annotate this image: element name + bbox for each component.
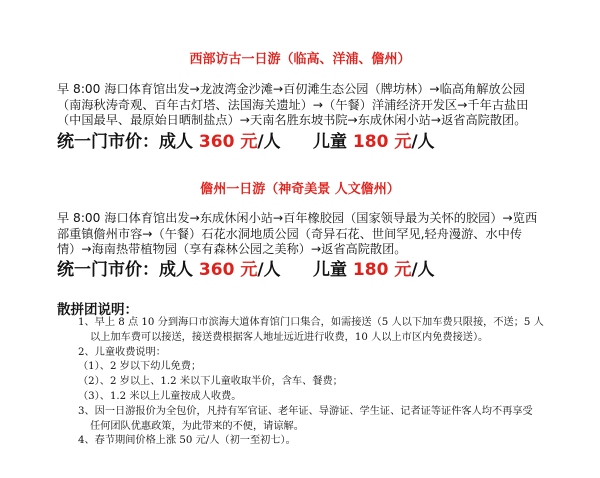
child-label: 儿童 — [313, 132, 347, 152]
adult-price: 360 元 — [198, 260, 258, 280]
tour2-route-line: 部重镇儋州市容→（午餐）石花水洞地质公园（奇异石花、世间罕见,轻舟漫游、水中传 — [57, 226, 523, 241]
child-price-group — [313, 259, 435, 281]
price-label: 统一门市价：成人 — [57, 260, 193, 280]
child-price: 180 元 — [352, 132, 412, 152]
tour2-route-line: 情）→海南热带植物园（享有森林公园之美称）→返省高院散团。 — [57, 242, 407, 256]
note-line: 2、儿童收费说明： — [78, 346, 166, 358]
notes-list — [72, 316, 572, 449]
price-label: 统一门市价：成人 — [57, 132, 193, 152]
tour1-price-line — [57, 131, 557, 153]
child-price: 180 元 — [352, 260, 412, 280]
note-line: 3、因一日游报价为全包价，凡持有军官证、老年证、导游证、学生证、记者证等证件客人均不再享受 — [78, 405, 533, 417]
tour1-route-line: （中国最早、最原始日晒制盐点）→天南名胜东坡书院→东成休闲小站→返省高院散团。 — [57, 113, 527, 127]
tour1-route-line: （南海秋涛奇观、百年古灯塔、法国海关遗址）→（午餐）洋浦经济开发区→千年古盐田 — [57, 97, 529, 112]
tour1-title: 西部访古一日游（临高、洋浦、儋州） — [189, 52, 411, 67]
note-line: （1）、2 岁以下幼儿免费； — [78, 361, 202, 373]
note-line: 以上加车费可以接送，接送费根据客人地址远近进行收费，10 人以上市区内免费接送）。 — [90, 331, 489, 343]
note-line: 1、早上 8 点 10 分到海口市滨海大道体育馆门口集合，如需接送（5 人以下加车费只限接，不送；5 人 — [78, 317, 544, 328]
tour1-route — [57, 82, 563, 129]
note-line: 任何团队优惠政策，为此带来的不便，请谅解。 — [90, 420, 304, 432]
per-person: /人 — [257, 132, 281, 152]
tour2-price-line — [57, 259, 557, 281]
notes-heading: 散拼团说明： — [57, 302, 138, 318]
tour1-route-line: 早 8:00 海口体育馆出发→龙波湾金沙滩→百仞滩生态公园（牌坊林）→临高角解放公园 — [57, 82, 525, 96]
tour2-route-line: 早 8:00 海口体育馆出发→东成休闲小站→百年橡胶园（国家领导最为关怀的胶园）→览西 — [57, 211, 538, 225]
child-per-person: /人 — [411, 132, 435, 152]
note-line: （2）、2 岁以上、1.2 米以下儿童收取半价，含车、餐费； — [78, 376, 343, 388]
note-line: 4、春节期间价格上涨 50 元/人（初一至初七）。 — [78, 435, 296, 447]
note-line: （3）、1.2 米以上儿童按成人收费。 — [78, 390, 242, 402]
child-per-person: /人 — [411, 260, 435, 280]
tour2-title: 儋州一日游（神奇美景 人文儋州） — [200, 182, 400, 197]
tour2-route — [57, 211, 563, 258]
child-price-group — [313, 131, 435, 153]
per-person: /人 — [257, 260, 281, 280]
child-label: 儿童 — [313, 260, 347, 280]
adult-price: 360 元 — [198, 132, 258, 152]
